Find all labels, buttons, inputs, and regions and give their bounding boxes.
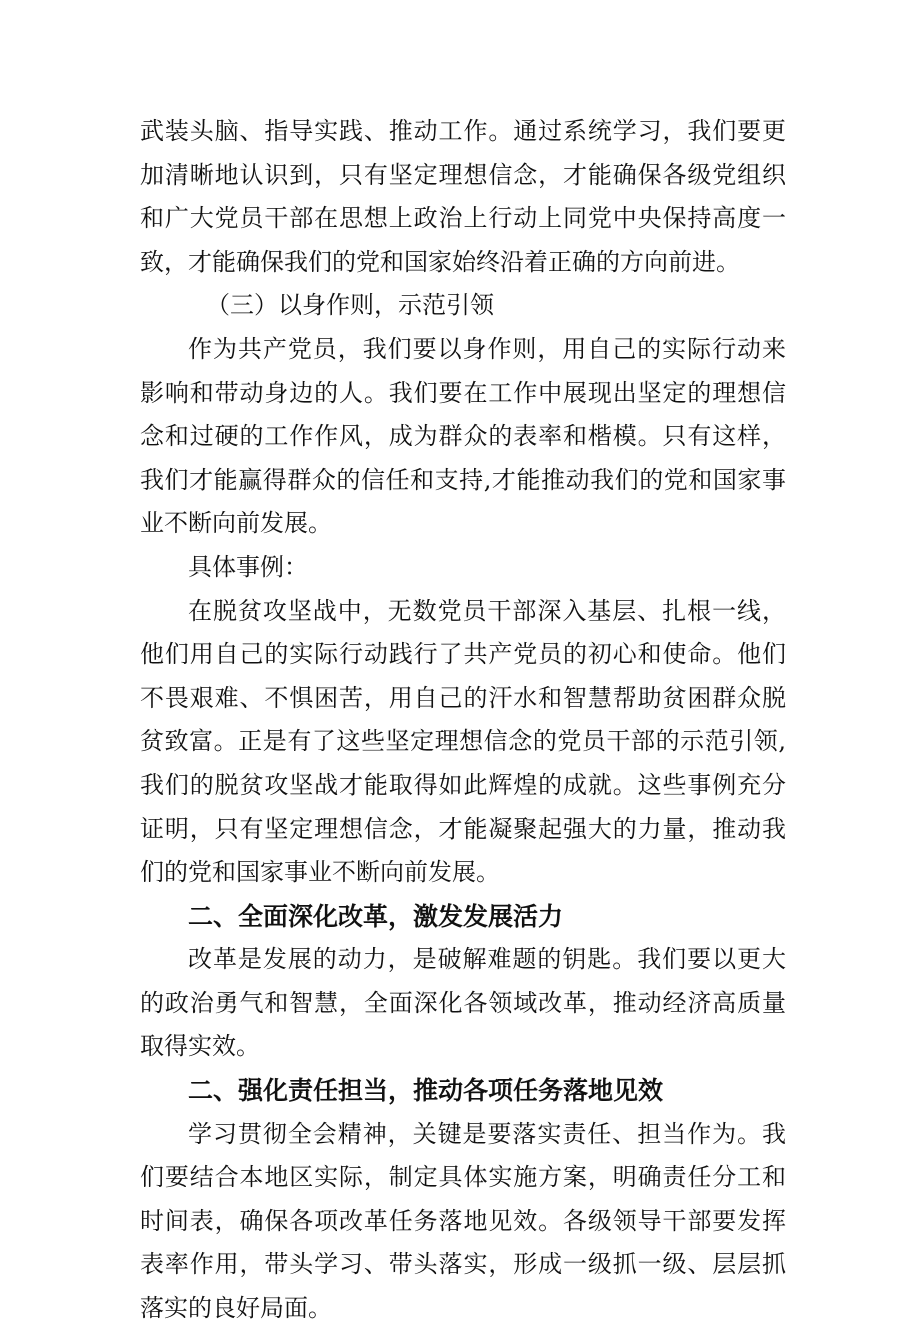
document-body	[140, 110, 786, 1331]
section-subheading-3	[140, 284, 786, 328]
continuation-paragraph: 武装头脑、指导实践、推动工作。通过系统学习，我们要更加清晰地认识到，只有坚定理想信念，才能确保各级党组织和广大党员干部在思想上政治上行动上同党中央保持高度一致，才能确保我们的党和国家始终沿着正确的方向前进。	[140, 117, 786, 276]
body-paragraph: 在脱贫攻坚战中，无数党员干部深入基层、扎根一线，他们用自己的实际行动践行了共产党员的初心和使命。他们不畏艰难、不惧困苦，用自己的汗水和智慧帮助贫困群众脱贫致富。正是有了这些坚定理想信念的党员干部的示范引领,我们的脱贫攻坚战才能取得如此辉煌的成就。这些事例充分证明，只有坚定理想信念，才能凝聚起强大的力量，推动我们的党和国家事业不断向前发展。	[140, 596, 786, 887]
body-paragraph: 作为共产党员，我们要以身作则，用自己的实际行动来影响和带动身边的人。我们要在工作中展现出坚定的理想信念和过硬的工作作风，成为群众的表率和楷模。只有这样，我们才能赢得群众的信任和支持,才能推动我们的党和国家事业不断向前发展。	[140, 334, 786, 538]
example-label: 具体事例：	[188, 552, 308, 581]
body-paragraph: 学习贯彻全会精神，关键是要落实责任、担当作为。我们要结合本地区实际，制定具体实施方案，明确责任分工和时间表，确保各项改革任务落地见效。各级领导干部要发挥表率作用，带头学习、带头落实，形成一级抓一级、层层抓落实的良好局面。	[140, 1119, 786, 1323]
body-paragraph: 改革是发展的动力，是破解难题的钥匙。我们要以更大的政治勇气和智慧，全面深化各领域改革，推动经济高质量取得实效。	[140, 945, 786, 1061]
section-heading-reform: 二、全面深化改革，激发发展活力	[188, 901, 564, 931]
subheading-text: （三）以身作则，示范引领	[206, 291, 494, 320]
section-heading-responsibility: 二、强化责任担当，推动各项任务落地见效	[188, 1076, 664, 1106]
